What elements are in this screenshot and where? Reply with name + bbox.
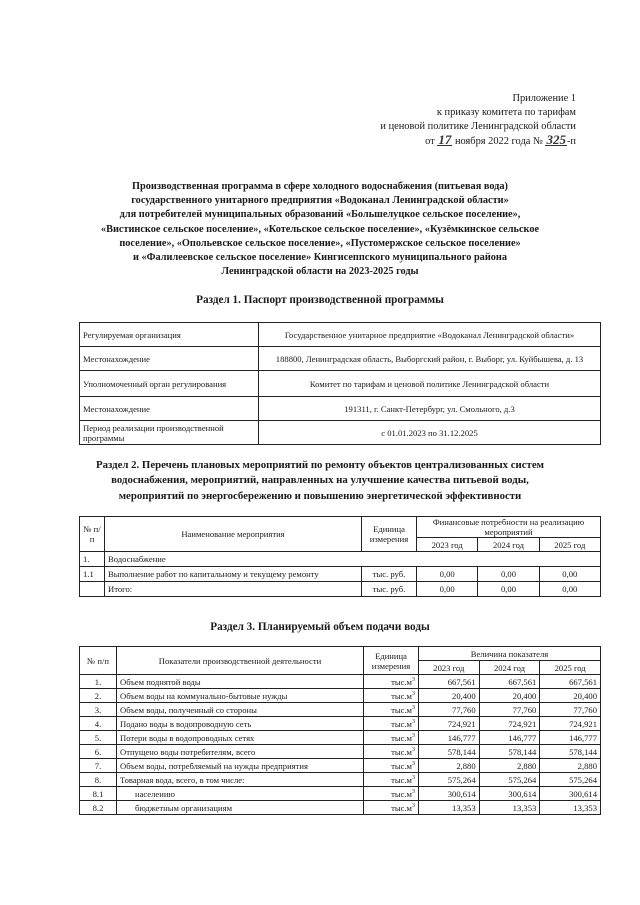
row-unit: $тыс.м^3$ [364, 773, 419, 787]
row-unit: $тыс.м^3$ [364, 689, 419, 703]
table-row [80, 731, 601, 745]
row-value: 0,00 [478, 567, 539, 582]
row-name: Потери воды в водопроводных сетях [117, 731, 364, 745]
passport-label: Местонахождение [80, 347, 259, 371]
row-value: 0,00 [539, 567, 600, 582]
table-row [80, 675, 601, 689]
passport-value: 191311, г. Санкт-Петербург, ул. Смольного, д.3 [259, 397, 601, 421]
row-unit: $тыс.м^3$ [364, 801, 419, 815]
handwritten-number: 325 [546, 132, 566, 147]
row-name: Товарная вода, всего, в том числе: [117, 773, 364, 787]
table-row [80, 371, 601, 397]
table-row [80, 689, 601, 703]
row-num: 8.1 [80, 787, 117, 801]
date-middle: ноября 2022 года № [454, 136, 543, 147]
title-line: поселение», «Опольевское сельское поселение», «Пустомержское сельское поселение» [119, 237, 521, 249]
row-num: 1. [80, 552, 105, 567]
row-value: 146,777 [479, 731, 540, 745]
col-num-header: № п/п [80, 517, 105, 552]
title-line: Ленинградской области на 2023-2025 годы [221, 266, 419, 278]
row-num: 3. [80, 703, 117, 717]
row-value: 575,264 [419, 773, 480, 787]
year-header: 2024 год [479, 661, 540, 675]
table-row [80, 582, 601, 597]
row-unit: $тыс.м^3$ [364, 787, 419, 801]
col-fin-header: Финансовые потребности на реализацию мероприятий [417, 517, 601, 538]
section-2-heading-line: Раздел 2. Перечень плановых мероприятий по ремонту объектов централизованных систем [95, 459, 544, 471]
row-value: 667,561 [479, 675, 540, 689]
col-num-header: № п/п [80, 647, 117, 675]
row-value: 578,144 [479, 745, 540, 759]
col-unit-header: Единица измерения [362, 517, 417, 552]
passport-table [79, 322, 601, 445]
row-num: 5. [80, 731, 117, 745]
section-3-heading: Раздел 3. Планируемый объем подачи воды [210, 621, 430, 633]
row-value: 0,00 [478, 582, 539, 597]
annex-line-3: и ценовой политике Ленинградской области [380, 121, 576, 132]
row-value: 575,264 [540, 773, 601, 787]
row-name: Объем воды, полученный со стороны [117, 703, 364, 717]
year-header: 2025 год [540, 661, 601, 675]
row-value: 724,921 [540, 717, 601, 731]
table-row [80, 397, 601, 421]
row-value: 300,614 [540, 787, 601, 801]
row-unit: $тыс.м^3$ [364, 731, 419, 745]
table-row [80, 773, 601, 787]
row-unit: $тыс.м^3$ [364, 675, 419, 689]
row-value: 2,880 [419, 759, 480, 773]
passport-label: Регулируемая организация [80, 323, 259, 347]
row-value: 77,760 [540, 703, 601, 717]
table-row [80, 801, 601, 815]
row-name: Объем воды, потребляемый на нужды предприятия [117, 759, 364, 773]
row-value: 578,144 [419, 745, 480, 759]
section-1-heading: Раздел 1. Паспорт производственной программы [196, 294, 444, 306]
year-header: 2024 год [478, 538, 539, 552]
row-name: Объем поднятой воды [117, 675, 364, 689]
passport-label: Уполномоченный орган регулирования [80, 371, 259, 397]
col-val-header: Величина показателя [419, 647, 601, 661]
row-num: 8.2 [80, 801, 117, 815]
header-row [80, 647, 601, 661]
row-value: 724,921 [479, 717, 540, 731]
row-value: 13,353 [479, 801, 540, 815]
row-unit: $тыс.м^3$ [364, 717, 419, 731]
table-row [80, 567, 601, 582]
row-num: 1. [80, 675, 117, 689]
row-name: Объем воды на коммунально-бытовые нужды [117, 689, 364, 703]
row-num: 8. [80, 773, 117, 787]
row-value: 667,561 [419, 675, 480, 689]
row-value: 578,144 [540, 745, 601, 759]
row-value: 77,760 [419, 703, 480, 717]
table-row [80, 745, 601, 759]
section-2-heading-line: мероприятий по энергосбережению и повышению энергетической эффективности [118, 489, 522, 502]
header-row [80, 517, 601, 538]
row-name: бюджетным организациям [117, 801, 364, 815]
row-unit: $тыс.м^3$ [364, 759, 419, 773]
row-num [80, 582, 105, 597]
table-row [80, 421, 601, 445]
table-row [80, 552, 601, 567]
table-row [80, 759, 601, 773]
title-line: для потребителей муниципальных образований «Большелуцкое сельское поселение», [119, 209, 521, 221]
col-name-header: Наименование мероприятия [105, 517, 362, 552]
row-name: Отпущено воды потребителям, всего [117, 745, 364, 759]
row-value: 2,880 [479, 759, 540, 773]
year-header: 2023 год [417, 538, 478, 552]
passport-label: Местонахождение [80, 397, 259, 421]
row-num: 2. [80, 689, 117, 703]
year-header: 2025 год [539, 538, 600, 552]
passport-value: 188800, Ленинградская область, Выборгский район, г. Выборг, ул. Куйбышева, д. 13 [259, 347, 601, 371]
col-unit-header: Единица измерения [364, 647, 419, 675]
row-unit: тыс. руб. [362, 582, 417, 597]
water-supply-table [79, 646, 601, 815]
table-row [80, 323, 601, 347]
activities-table [79, 516, 601, 597]
title-line: «Вистинское сельское поселение», «Котельское сельское поселение», «Кузёмкинское сельское [100, 223, 540, 235]
passport-value: Комитет по тарифам и ценовой политике Ленинградской области [259, 371, 601, 397]
handwritten-day: 17 [438, 132, 452, 147]
row-value: 146,777 [419, 731, 480, 745]
title-line: Производственная программа в сфере холодного водоснабжения (питьевая вода) [132, 181, 508, 192]
row-name: Выполнение работ по капитальному и текущему ремонту [105, 567, 362, 582]
year-header: 2023 год [419, 661, 480, 675]
title-line: и «Фалилеевское сельское поселение» Кингисеппского муниципального района [133, 252, 507, 264]
row-value: 0,00 [417, 582, 478, 597]
annex-line-2: к приказу комитета по тарифам [436, 107, 576, 118]
row-value: 20,400 [540, 689, 601, 703]
annex-date-line [330, 134, 576, 149]
section-2-heading [60, 458, 580, 504]
row-num: 7. [80, 759, 117, 773]
row-name: населению [117, 787, 364, 801]
row-value: 20,400 [479, 689, 540, 703]
row-unit: $тыс.м^3$ [364, 703, 419, 717]
number-suffix: -п [566, 136, 576, 147]
row-value: 77,760 [479, 703, 540, 717]
annex-line-1: Приложение 1 [512, 93, 576, 104]
passport-value: с 01.01.2023 по 31.12.2025 [259, 421, 601, 445]
annex-header [330, 92, 576, 149]
row-name: Водоснабжение [105, 552, 601, 567]
row-value: 2,880 [540, 759, 601, 773]
row-value: 575,264 [479, 773, 540, 787]
row-num: 4. [80, 717, 117, 731]
row-num: 6. [80, 745, 117, 759]
section-2-heading-line: водоснабжения, мероприятий, направленных на улучшение качества питьевой воды, [111, 474, 529, 487]
date-prefix: от [425, 136, 435, 147]
document-title [60, 180, 580, 279]
row-name: Итого: [105, 582, 362, 597]
table-row [80, 787, 601, 801]
row-value: 13,353 [540, 801, 601, 815]
row-name: Подано воды в водопроводную сеть [117, 717, 364, 731]
row-unit: $тыс.м^3$ [364, 745, 419, 759]
row-value: 667,561 [540, 675, 601, 689]
row-unit: тыс. руб. [362, 567, 417, 582]
row-value: 0,00 [539, 582, 600, 597]
row-value: 13,353 [419, 801, 480, 815]
row-value: 300,614 [419, 787, 480, 801]
title-line: государственного унитарного предприятия «Водоканал Ленинградской области» [131, 195, 509, 207]
table-row [80, 347, 601, 371]
passport-label: Период реализации производственной программы [80, 421, 259, 445]
row-value: 20,400 [419, 689, 480, 703]
row-value: 300,614 [479, 787, 540, 801]
row-value: 724,921 [419, 717, 480, 731]
row-num: 1.1 [80, 567, 105, 582]
row-value: 146,777 [540, 731, 601, 745]
table-row [80, 703, 601, 717]
table-row [80, 717, 601, 731]
col-name-header: Показатели производственной деятельности [117, 647, 364, 675]
row-value: 0,00 [417, 567, 478, 582]
passport-value: Государственное унитарное предприятие «Водоканал Ленинградской области» [259, 323, 601, 347]
